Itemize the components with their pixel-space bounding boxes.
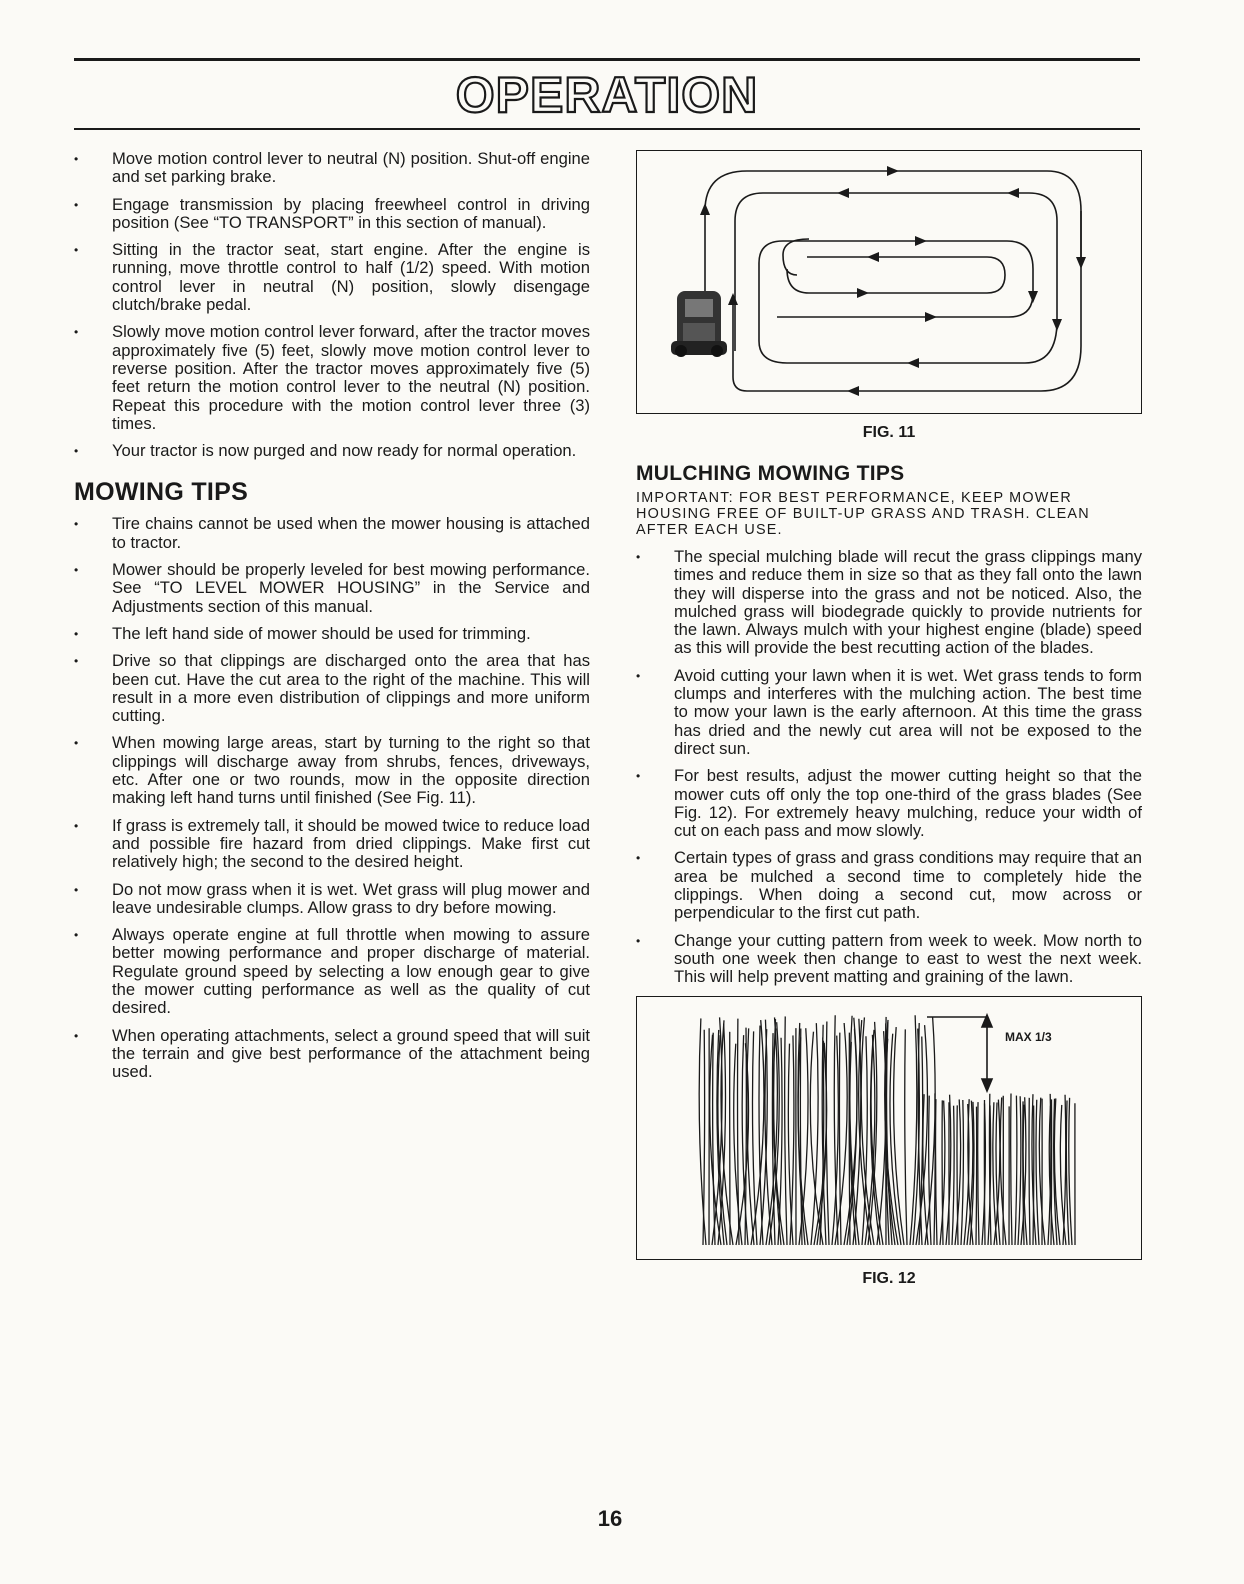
- tractor-icon: [671, 291, 727, 357]
- fig12-caption: FIG. 12: [862, 1269, 916, 1287]
- mowing-tips-list: [74, 515, 590, 1081]
- fig12-grass-height: [636, 996, 1142, 1260]
- grass-blade: [978, 1102, 979, 1245]
- header-rule-top: [74, 58, 1140, 61]
- right-column: [636, 150, 1142, 1288]
- fig11-mowing-pattern: [636, 150, 1142, 414]
- list-item: • If grass is extremely tall, it should be mowed twice to reduce load and possible fire hazard from dried clippings. Make first cut relatively high; the second to the desired height.: [74, 817, 590, 872]
- grass-blade: [713, 1032, 715, 1244]
- grass-blade: [976, 1106, 977, 1244]
- grass-blade: [942, 1100, 943, 1245]
- grass-blade: [918, 1023, 922, 1245]
- grass-blade: [894, 1027, 904, 1245]
- grass-blade: [871, 1029, 883, 1244]
- list-item: • Slowly move motion control lever forward, after the tractor moves approximately five (5) feet, slowly move motion control lever to reverse position. After the tractor moves approximately five (5) feet return the motion control lever to the neutral (N) position. Repeat this procedure with the motion control lever three (3) times.: [74, 323, 590, 433]
- grass-blade: [952, 1105, 954, 1244]
- list-item: • Change your cutting pattern from week to week. Mow north to south one week then change to east to west the next week. This will help prevent matting and graining of the lawn.: [636, 932, 1142, 987]
- grass-blade: [936, 1099, 937, 1245]
- list-item: • Mower should be properly leveled for best mowing performance. See “TO LEVEL MOWER HOUSING” in the Service and Adjustments section of this manual.: [74, 561, 590, 616]
- max-one-third-label: MAX 1/3: [1005, 1029, 1052, 1044]
- grass-blade: [1011, 1093, 1012, 1245]
- header-rule-bottom: [74, 128, 1140, 130]
- grass-blade: [766, 1017, 777, 1245]
- important-notice: IMPORTANT: FOR BEST PERFORMANCE, KEEP MOWER HOUSING FREE OF BUILT-UP GRASS AND TRASH. CLEAN AFTER EACH USE.: [636, 490, 1090, 538]
- grass-blade: [1015, 1095, 1017, 1244]
- grass-blade: [1018, 1096, 1021, 1245]
- grass-blade: [785, 1016, 787, 1245]
- list-item: • Always operate engine at full throttle when mowing to assure better mowing performance and proper discharge of material. Regulate ground speed by selecting a low enough gear to give the mower cutting performance as well as the quality of cut desired.: [74, 926, 590, 1017]
- intro-bullet-list: [74, 150, 590, 460]
- page-title: OPERATION: [455, 67, 759, 123]
- grass-blade: [957, 1105, 958, 1245]
- grass-blade: [1029, 1097, 1030, 1244]
- grass-blade: [905, 1029, 907, 1245]
- mulching-tips-heading: MULCHING MOWING TIPS: [636, 462, 905, 485]
- grass-blade: [1036, 1099, 1039, 1244]
- list-item: • Sitting in the tractor seat, start engine. After the engine is running, move throttle control to half (1/2) speed. With motion control lever in neutral (N) position, slowly disengage clutch/brake pedal.: [74, 241, 590, 314]
- mowing-tips-heading: MOWING TIPS: [74, 478, 249, 507]
- list-item: • Certain types of grass and grass conditions may require that an area be mulched a second time to completely hide the clippings. When doing a second cut, mow across or perpendicular to the first cut path.: [636, 849, 1142, 922]
- list-item: • The left hand side of mower should be used for trimming.: [74, 625, 590, 643]
- list-item: • For best results, adjust the mower cutting height so that the mower cuts off only the top one-third of the grass blades (See Fig. 12). For extremely heavy mulching, reduce your width of cut on each pass and mow slowly.: [636, 767, 1142, 840]
- list-item: • When operating attachments, select a ground speed that will suit the terrain and give best performance of the attachment being used.: [74, 1027, 590, 1082]
- mulching-tips-list: [636, 548, 1142, 987]
- grass-blade: [1069, 1097, 1072, 1244]
- grass-blade: [961, 1099, 963, 1244]
- grass-blade: [1033, 1105, 1034, 1244]
- list-item: • Your tractor is now purged and now ready for normal operation.: [74, 442, 590, 460]
- page-number: 16: [597, 1506, 623, 1531]
- list-item: • When mowing large areas, start by turning to the right so that clippings will discharge away from shrubs, fences, driveways, etc. After one or two rounds, mow in the opposite direction making left hand turns until finished (See Fig. 11).: [74, 734, 590, 807]
- grass-illustration: [637, 997, 1140, 1259]
- fig11-caption: FIG. 11: [862, 424, 916, 441]
- grass-blade: [929, 1095, 931, 1244]
- list-item: • Engage transmission by placing freewheel control in driving position (See “TO TRANSPORT” in this section of manual).: [74, 196, 590, 233]
- mowing-pattern-diagram: [637, 151, 1140, 413]
- list-item: • The special mulching blade will recut the grass clippings many times and reduce them in size so that as they fall onto the lawn they will disperse into the grass and not be noticed. Also, the mulched grass will biodegrade quickly to provide nutrients for the lawn. Always mulch with your highest engine (blade) speed as this will provide the best recutting action of the blades.: [636, 548, 1142, 658]
- grass-blade: [788, 1043, 793, 1244]
- list-item: • Move motion control lever to neutral (N) position. Shut-off engine and set parking brake.: [74, 150, 590, 187]
- list-item: • Tire chains cannot be used when the mower housing is attached to tractor.: [74, 515, 590, 552]
- left-column: [74, 150, 590, 1090]
- grass-blade: [826, 1021, 829, 1245]
- list-item: • Drive so that clippings are discharged onto the area that has been cut. Have the cut area to the right of the machine. This will result in a more even distribution of clippings and more uniform cutting.: [74, 652, 590, 725]
- list-item: • Avoid cutting your lawn when it is wet. Wet grass tends to form clumps and interferes with the mulching action. The best time to mow your lawn is the early afternoon. At this time the grass has dried and the newly cut area will not be exposed to the direct sun.: [636, 667, 1142, 758]
- list-item: • Do not mow grass when it is wet. Wet grass will plug mower and leave undesirable clumps. Allow grass to dry before mowing.: [74, 881, 590, 918]
- grass-blade: [984, 1100, 985, 1245]
